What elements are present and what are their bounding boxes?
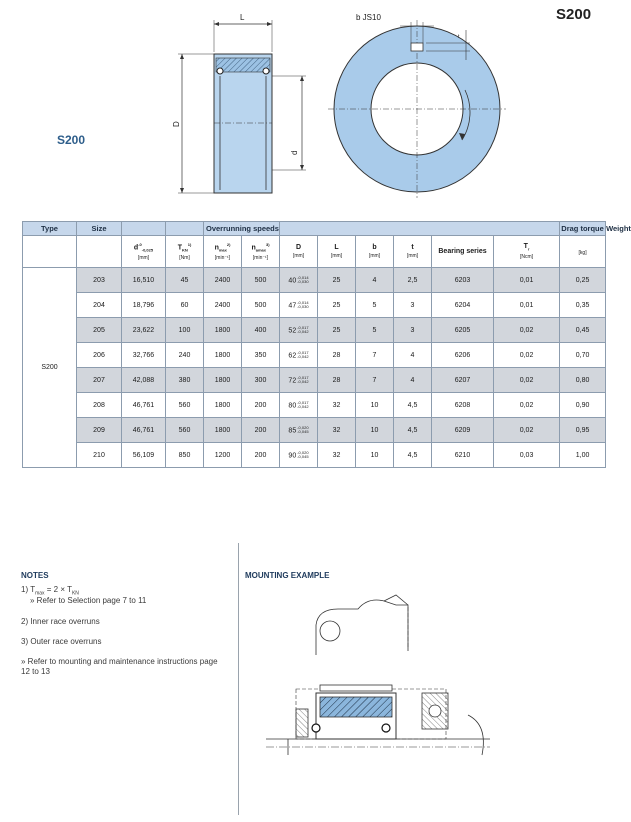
cell-t: 3 [394,318,432,343]
cell-b: 7 [356,343,394,368]
cell-d: 46,761 [122,418,166,443]
cell-tkn: 380 [166,368,204,393]
product-side-label: S200 [57,133,86,147]
cell-t: 4,5 [394,443,432,468]
th-overrunning-speeds: Overrunning speeds [204,222,280,236]
dim-b-label: b JS10 [356,13,381,22]
front-view [328,13,506,198]
cell-tkn: 850 [166,443,204,468]
cell-bearing: 6205 [432,318,494,343]
cell-size: 205 [77,318,122,343]
cell-namax: 200 [242,393,280,418]
cell-b: 10 [356,443,394,468]
note-1: 1) $T_{max} = 2 \times T_{KN}$ [21,585,79,597]
table-row [23,393,606,418]
cell-D [280,318,318,343]
cell-namax: 350 [242,343,280,368]
cell-t: 4 [394,368,432,393]
cell-type: S200 [23,268,77,468]
dim-d-label: d [290,150,299,155]
cell-bearing: 6203 [432,268,494,293]
cell-tkn: 100 [166,318,204,343]
cell-bearing: 6206 [432,343,494,368]
side-view [172,13,306,193]
table-row [23,293,606,318]
cell-nmax: 1800 [204,393,242,418]
cell-tkn: 240 [166,343,204,368]
dim-t-label: t [458,34,460,40]
cell-weight: 0,45 [560,318,606,343]
th-col-bearing-series: Bearing series [432,236,494,268]
cell-D [280,368,318,393]
note-2: 2) Inner race overruns [21,617,100,626]
th-col-weight: [kg] [560,236,606,268]
cell-L: 25 [318,318,356,343]
cell-D-value: 80 [288,401,297,409]
cell-D-value: 52 [288,326,297,334]
note-1-reference: » Refer to Selection page 7 to 11 [30,596,147,605]
cell-t: 3 [394,293,432,318]
cell-bearing: 6210 [432,443,494,468]
th-col-d: $d^{-0}_{-0,025}$ [mm] [122,236,166,268]
cell-tkn: 560 [166,393,204,418]
cell-weight: 0,25 [560,268,606,293]
cell-nmax: 2400 [204,268,242,293]
cell-tkn: 60 [166,293,204,318]
cell-size: 210 [77,443,122,468]
cell-size: 203 [77,268,122,293]
table-row [23,418,606,443]
cell-D-value: 85 [288,426,297,434]
cell-L: 32 [318,443,356,468]
cell-L: 28 [318,368,356,393]
cell-D-tolerance: -0,017 -0,042 [297,324,309,334]
cell-D [280,418,318,443]
table-row [23,368,606,393]
cell-weight: 1,00 [560,443,606,468]
cell-tr: 0,01 [494,293,560,318]
note-4: » Refer to mounting and maintenance instructions page 12 to 13 [21,657,218,676]
cell-D-value: 72 [288,376,297,384]
th-type: Type [23,222,77,236]
spec-table [22,221,631,468]
th-col-nmax: $n_{max}^{2)}$ [min⁻¹] [204,236,242,268]
cell-nmax: 1800 [204,368,242,393]
th-col-tkn: $T_{KN}^{1)}$ [Nm] [166,236,204,268]
th-col-tr: $T_r$ [Ncm] [494,236,560,268]
cell-d: 18,796 [122,293,166,318]
mounting-example-title: MOUNTING EXAMPLE [245,571,330,580]
cell-b: 5 [356,293,394,318]
cell-bearing: 6204 [432,293,494,318]
cell-namax: 200 [242,443,280,468]
dim-L-label: L [240,13,245,22]
th-col-b: b [mm] [356,236,394,268]
cell-nmax: 1800 [204,418,242,443]
cell-d: 16,510 [122,268,166,293]
cell-namax: 500 [242,268,280,293]
th-col-namax: $n_{amax}^{3)}$ [min⁻¹] [242,236,280,268]
cell-b: 10 [356,393,394,418]
cell-size: 208 [77,393,122,418]
cell-d: 56,109 [122,443,166,468]
cell-D [280,268,318,293]
cell-b: 5 [356,318,394,343]
cell-bearing: 6207 [432,368,494,393]
cell-d: 42,088 [122,368,166,393]
table-row [23,318,606,343]
cell-tr: 0,02 [494,343,560,368]
cell-d: 32,766 [122,343,166,368]
cell-tkn: 560 [166,418,204,443]
th-size: Size [77,222,122,236]
cell-namax: 300 [242,368,280,393]
cell-nmax: 1800 [204,343,242,368]
cell-tr: 0,02 [494,393,560,418]
cell-weight: 0,90 [560,393,606,418]
bearing-drawing [0,0,618,210]
cell-weight: 0,95 [560,418,606,443]
series-code-title: S200 [556,6,592,23]
cell-D [280,293,318,318]
cell-bearing: 6209 [432,418,494,443]
cell-nmax: 2400 [204,293,242,318]
cell-nmax: 1200 [204,443,242,468]
cell-b: 10 [356,418,394,443]
cell-size: 206 [77,343,122,368]
dim-D-label: D [172,121,181,127]
cell-tr: 0,02 [494,318,560,343]
cell-t: 4,5 [394,393,432,418]
cell-weight: 0,80 [560,368,606,393]
table-row [23,268,606,293]
cell-D-tolerance: -0,020 -0,045 [297,449,309,459]
cell-D-value: 90 [288,451,297,459]
th-col-t: t [mm] [394,236,432,268]
cell-L: 25 [318,293,356,318]
cell-D-value: 47 [288,301,297,309]
spec-table-body [23,268,606,468]
cell-size: 207 [77,368,122,393]
cell-tr: 0,02 [494,418,560,443]
cell-D-tolerance: -0,017 -0,042 [297,374,309,384]
cell-D [280,393,318,418]
cell-t: 2,5 [394,268,432,293]
cell-tkn: 45 [166,268,204,293]
table-row [23,343,606,368]
mounting-example-drawing [258,595,490,755]
cell-namax: 500 [242,293,280,318]
cell-namax: 200 [242,418,280,443]
cell-d: 46,761 [122,393,166,418]
cell-D-tolerance: -0,017 -0,042 [297,349,309,359]
cell-D [280,343,318,368]
cell-D-tolerance: -0,014 -0,030 [297,274,309,284]
cell-t: 4 [394,343,432,368]
table-column-header-row [23,236,606,268]
cell-tr: 0,01 [494,268,560,293]
cell-size: 204 [77,293,122,318]
cell-weight: 0,35 [560,293,606,318]
cell-D-tolerance: -0,020 -0,045 [297,424,309,434]
cell-D [280,443,318,468]
cell-weight: 0,70 [560,343,606,368]
note-3: 3) Outer race overruns [21,637,102,646]
cell-b: 7 [356,368,394,393]
cell-L: 32 [318,418,356,443]
notes-title: NOTES [21,571,49,580]
cell-d: 23,622 [122,318,166,343]
table-group-header-row: Type Size Overrunning speeds Drag torque Weight [23,222,606,236]
th-col-D: D [mm] [280,236,318,268]
cell-L: 32 [318,393,356,418]
th-col-L: L [mm] [318,236,356,268]
cell-nmax: 1800 [204,318,242,343]
cell-L: 25 [318,268,356,293]
cell-D-value: 40 [288,276,297,284]
cell-size: 209 [77,418,122,443]
cell-L: 28 [318,343,356,368]
cell-D-value: 62 [288,351,297,359]
cell-bearing: 6208 [432,393,494,418]
table-row [23,443,606,468]
cell-D-tolerance: -0,017 -0,042 [297,399,309,409]
cell-D-tolerance: -0,014 -0,030 [297,299,309,309]
section-divider [238,543,239,815]
th-drag-torque: Drag torque [560,222,606,236]
cell-b: 4 [356,268,394,293]
cell-namax: 400 [242,318,280,343]
cell-tr: 0,03 [494,443,560,468]
cell-tr: 0,02 [494,368,560,393]
cell-t: 4,5 [394,418,432,443]
